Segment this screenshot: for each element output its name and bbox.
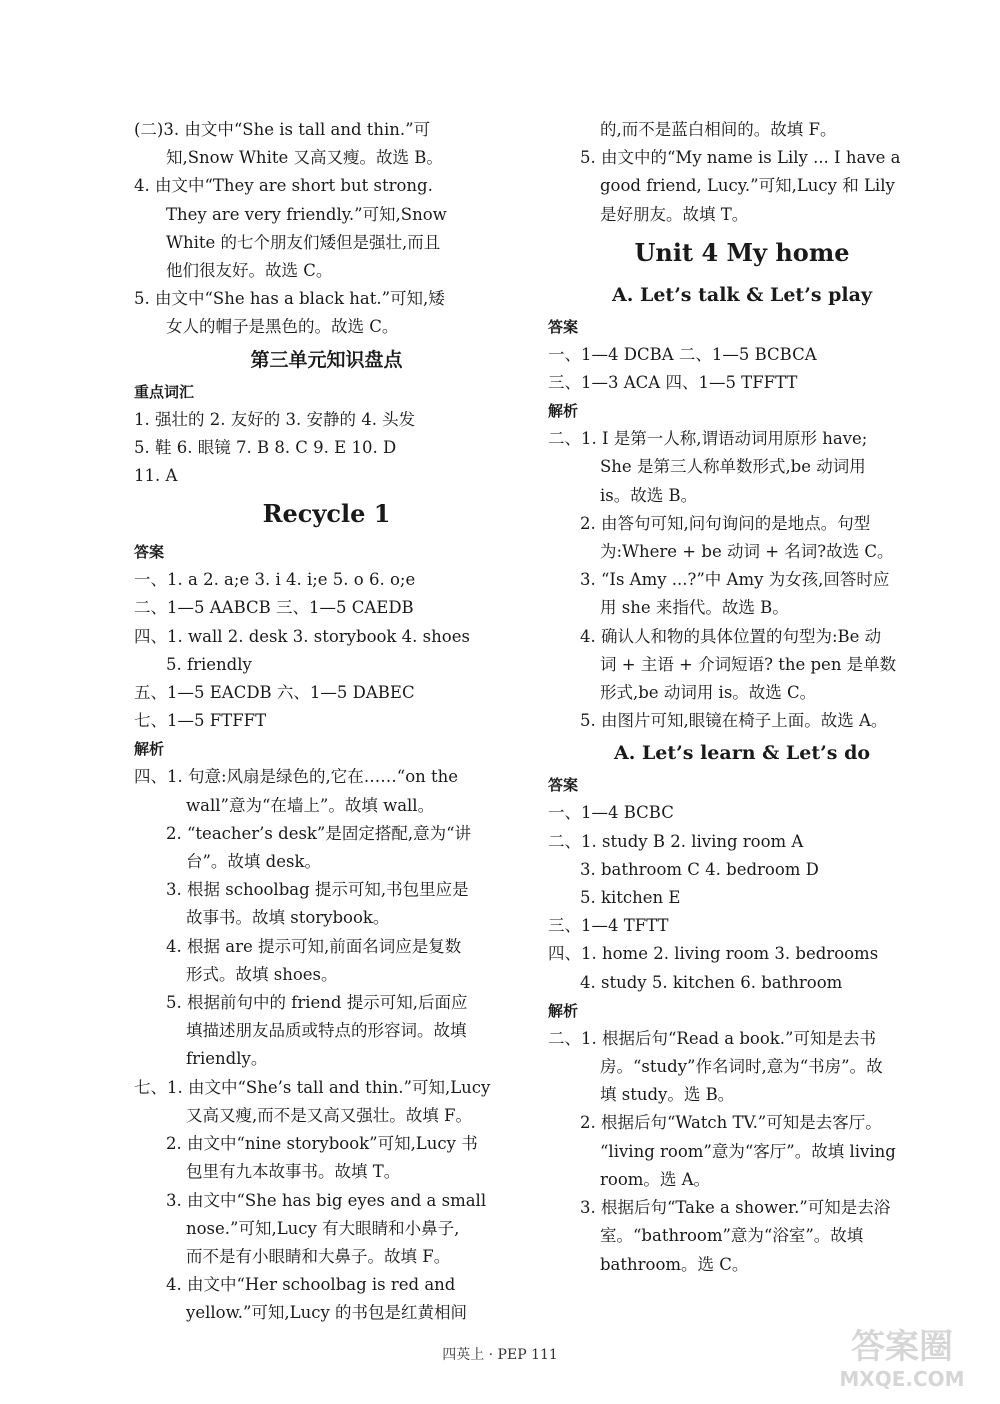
text-line: 2. “teacher’s desk”是固定搭配,意为“讲 [166, 823, 472, 843]
text-line: 四、1. wall 2. desk 3. storybook 4. shoes [134, 626, 470, 646]
text-line: 四、1. home 2. living room 3. bedrooms [548, 944, 879, 964]
text-line: 他们很友好。故选 C。 [166, 261, 333, 281]
block-label: 答案 [548, 776, 579, 795]
text-line: 用 she 来指代。故选 B。 [600, 598, 789, 618]
text-line: She 是第三人称单数形式,be 动词用 [600, 457, 866, 477]
block-label: 解析 [134, 740, 165, 759]
text-line: 包里有九本故事书。故填 T。 [186, 1162, 401, 1182]
text-line: 故事书。故填 storybook。 [186, 908, 390, 928]
text-line: 又高又瘦,而不是又高又强壮。故填 F。 [186, 1105, 472, 1125]
text-line: 二、1. study B 2. living room A [548, 831, 804, 851]
text-line: White 的七个朋友们矮但是强壮,而且 [166, 232, 441, 252]
text-line: 5. 鞋 6. 眼镜 7. B 8. C 9. E 10. D [134, 437, 397, 457]
text-line: 5. kitchen E [580, 888, 681, 908]
text-line: 四、1. 句意:风扇是绿色的,它在……“on the [134, 767, 459, 787]
text-line: 房。“study”作名词时,意为“书房”。故 [600, 1057, 883, 1077]
text-line: is。故选 B。 [600, 485, 698, 505]
text-line: 4. study 5. kitchen 6. bathroom [580, 972, 843, 992]
block-label: 答案 [134, 543, 165, 562]
text-line: 女人的帽子是黑色的。故选 C。 [166, 317, 399, 337]
text-line: 2. 由文中“nine storybook”可知,Lucy 书 [166, 1134, 478, 1154]
text-line: friendly。 [186, 1049, 268, 1069]
lesson-heading: A. Let’s talk & Let’s play [612, 283, 872, 306]
text-line: 室。“bathroom”意为“浴室”。故填 [600, 1226, 864, 1246]
text-line: 二、1. I 是第一人称,谓语动词用原形 have; [548, 429, 868, 449]
text-line: 知,Snow White 又高又瘦。故选 B。 [166, 148, 443, 168]
text-line: 1. 强壮的 2. 友好的 3. 安静的 4. 头发 [134, 409, 416, 429]
watermark-url: MXQE.COM [839, 1367, 965, 1391]
text-line: 为:Where + be 动词 + 名词?故选 C。 [600, 542, 894, 562]
text-line: 4. 根据 are 提示可知,前面名词应是复数 [166, 936, 462, 956]
text-line: 3. 根据 schoolbag 提示可知,书包里应是 [166, 880, 469, 900]
text-line: bathroom。选 C。 [600, 1254, 749, 1274]
text-line: 填描述朋友品质或特点的形容词。故填 [186, 1021, 467, 1041]
text-line: 而不是有小眼睛和大鼻子。故填 F。 [186, 1246, 451, 1266]
text-line: 是好朋友。故填 T。 [600, 204, 749, 224]
text-line: 二、1. 根据后句“Read a book.”可知是去书 [548, 1028, 876, 1048]
text-line: 3. bathroom C 4. bedroom D [580, 859, 819, 879]
text-line: nose.”可知,Lucy 有大眼睛和小鼻子, [186, 1218, 460, 1238]
watermark-logo [812, 1314, 992, 1394]
unit-heading: Recycle 1 [262, 499, 391, 529]
right-column [548, 116, 936, 1279]
watermark-logo-text: 答案圈 [851, 1327, 953, 1367]
text-line: (二)3. 由文中“She is tall and thin.”可 [134, 120, 431, 139]
text-line: 台”。故填 desk。 [186, 852, 321, 872]
text-line: 3. 根据后句“Take a shower.”可知是去浴 [580, 1198, 891, 1218]
text-line: 4. 由文中“They are short but strong. [134, 176, 433, 196]
text-line: “living room”意为“客厅”。故填 living [600, 1141, 896, 1161]
text-line: yellow.”可知,Lucy 的书包是红黄相间 [186, 1303, 468, 1323]
text-line: 三、1—4 TFTT [548, 916, 669, 936]
text-line: 一、1—4 BCBC [548, 803, 674, 823]
text-line: 词 + 主语 + 介词短语? the pen 是单数 [600, 654, 897, 674]
text-line: 4. 确认人和物的具体位置的句型为:Be 动 [580, 626, 882, 646]
text-line: wall”意为“在墙上”。故填 wall。 [186, 795, 435, 815]
text-line: 形式,be 动词用 is。故选 C。 [600, 683, 817, 703]
text-line: 5. 由图片可知,眼镜在椅子上面。故选 A。 [580, 711, 888, 731]
text-line: They are very friendly.”可知,Snow [166, 204, 447, 224]
text-line: 填 study。选 B。 [600, 1085, 735, 1105]
text-line: 11. A [134, 466, 178, 486]
page-footer: 四英上 · PEP 111 [442, 1347, 558, 1363]
text-line: 3. 由文中“She has big eyes and a small [166, 1190, 487, 1210]
text-line: 4. 由文中“Her schoolbag is red and [166, 1275, 456, 1295]
text-line: room。选 A。 [600, 1169, 711, 1189]
text-line: 3. “Is Amy ...?”中 Amy 为女孩,回答时应 [580, 570, 890, 590]
text-line: 三、1—3 ACA 四、1—5 TFFTT [548, 373, 798, 393]
text-line: 二、1—5 AABCB 三、1—5 CAEDB [134, 598, 414, 618]
text-line: 5. 由文中的“My name is Lily ... I have a [580, 148, 901, 168]
text-line: 七、1. 由文中“She’s tall and thin.”可知,Lucy [134, 1077, 491, 1097]
block-label: 答案 [548, 317, 579, 336]
lesson-heading: A. Let’s learn & Let’s do [613, 742, 871, 765]
block-label: 重点词汇 [134, 382, 195, 401]
text-line: 五、1—5 EACDB 六、1—5 DABEC [134, 683, 415, 703]
text-line: 形式。故填 shoes。 [186, 964, 338, 984]
text-line: 七、1—5 FTFFT [134, 711, 267, 731]
text-line: 5. friendly [166, 654, 252, 674]
text-line: 的,而不是蓝白相间的。故填 F。 [600, 120, 837, 139]
text-line: 2. 根据后句“Watch TV.”可知是去客厅。 [580, 1113, 882, 1133]
block-label: 解析 [548, 1001, 579, 1020]
section-heading: 第三单元知识盘点 [250, 348, 403, 371]
text-line: 5. 根据前句中的 friend 提示可知,后面应 [166, 993, 468, 1013]
text-line: 5. 由文中“She has a black hat.”可知,矮 [134, 289, 445, 309]
left-column [134, 116, 519, 1328]
text-line: good friend, Lucy.”可知,Lucy 和 Lily [600, 176, 895, 196]
text-line: 2. 由答句可知,问句询问的是地点。句型 [580, 513, 871, 533]
unit-heading: Unit 4 My home [634, 237, 850, 267]
block-label: 解析 [548, 402, 579, 421]
text-line: 一、1. a 2. a;e 3. i 4. i;e 5. o 6. o;e [134, 570, 416, 590]
text-line: 一、1—4 DCBA 二、1—5 BCBCA [548, 344, 817, 364]
